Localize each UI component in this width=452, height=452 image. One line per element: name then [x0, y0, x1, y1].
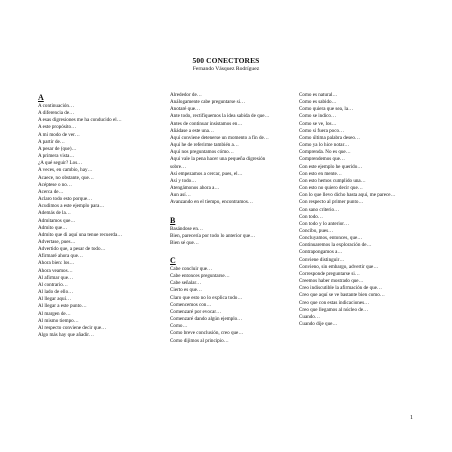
connector-item: Así y todo… [170, 177, 197, 184]
connector-item: Bien sé que… [170, 239, 199, 246]
connector-item: Acerca de… [38, 188, 64, 195]
column-3 [299, 92, 424, 328]
connector-item: Como quiera que sea, la… [299, 106, 354, 113]
connector-item: Advertase, pues… [38, 238, 76, 245]
connector-item: Comenzaré dando algún ejemplo… [170, 316, 243, 323]
connector-item: A veces, en cambio, hay… [38, 167, 93, 174]
connector-item: Anotaré que… [170, 106, 201, 113]
connector-item: A mi modo de ver… [38, 131, 80, 138]
connector-item: A este propósito… [38, 124, 77, 131]
connector-item: Aquí vale la pena hacer una pequeña digresión [170, 156, 266, 163]
connector-list-c-continued [299, 92, 424, 328]
connector-item: Como ya lo hice notar… [299, 142, 350, 149]
connector-item: Convieno, sin embargo, advertir que… [299, 263, 379, 270]
connector-item: Alrededor de… [170, 92, 202, 98]
connector-item: Contrapongamos a… [299, 249, 343, 256]
connector-item: Comenzaré por evocar… [170, 308, 222, 315]
connector-item: Ante todo, rectifiquemos la idea sabida de que… [170, 113, 270, 120]
connector-item: Advertido que, a pesar de todo… [38, 246, 106, 253]
connector-item: Aun así… [170, 192, 191, 199]
connector-item: Creo que aquí se ve bastante bien como… [299, 292, 385, 299]
connector-item: Cabe concluir que… [170, 265, 213, 272]
connector-item: Además de la… [38, 210, 71, 217]
connector-item: Al llegar a este punto… [38, 303, 87, 310]
connector-item: Admito que… [38, 224, 68, 231]
connector-item: Corresponde preguntarse si… [299, 270, 360, 277]
connector-item: Como dijimos al principio… [170, 337, 229, 344]
connector-item: Con sano criterio… [299, 206, 340, 213]
connector-item: Admito que di aquí una tenue recuerda… [38, 231, 123, 238]
connector-item: Concibo, pues… [299, 227, 334, 234]
connector-item: Aquí he de referirme también a… [170, 142, 239, 149]
connector-item: Así empezamos a cercar, pues, el… [170, 170, 243, 177]
connector-item: Concluyamos, entonces, que… [299, 235, 363, 242]
connector-item: Admitamos que… [38, 217, 76, 224]
connector-item: Como es natural… [299, 92, 338, 98]
connector-list-a [38, 103, 158, 339]
connector-item: Análogamente cabe preguntarse si… [170, 99, 246, 106]
connector-item: Al lado de ello… [38, 289, 74, 296]
connector-item: Como… [170, 323, 188, 330]
connector-item: Con todo y lo anterior… [299, 220, 350, 227]
connector-item: Al respecto conviene decir que… [38, 324, 107, 331]
connector-list-b [170, 226, 290, 247]
column-1 [38, 93, 158, 339]
connector-item: Algo más hay que añadir… [38, 332, 95, 338]
connector-item: Como se ve, los… [299, 120, 337, 127]
connector-item: Como si fuera poco… [299, 127, 345, 134]
connector-item: Comprenda. No es que… [299, 149, 351, 156]
connector-item: Con respecto al primer punto… [299, 199, 364, 206]
section-letter-a: A [38, 93, 44, 102]
page-number: 1 [410, 415, 413, 421]
connector-item: Bien, parecería por todo lo anterior que… [170, 232, 256, 239]
connector-item: Al afirmar que… [38, 274, 74, 281]
connector-item: A partir de… [38, 138, 65, 145]
connector-item: Avanzando en el tiempo, encontramos… [170, 199, 253, 206]
connector-item: Continuaremos la exploración de… [299, 242, 372, 249]
connector-item: Comprendemos que… [299, 156, 345, 163]
connector-item: Acéptese o no… [38, 181, 72, 188]
connector-item: Basándose en… [170, 225, 203, 232]
connector-item: Con todo… [299, 213, 323, 220]
connector-item: Al contrario… [38, 281, 68, 288]
column-2 [170, 92, 290, 345]
connector-item: Como breve conclusión, creo que… [170, 330, 244, 337]
connector-list-a-continued [170, 92, 290, 207]
connector-item: Antes de continuar insistamos en… [170, 120, 243, 127]
connector-item: A primera vista… [38, 153, 75, 160]
connector-item: Con esto no quiero decir que… [299, 185, 363, 192]
connector-item: A esas digresiones me ha conducido el… [38, 117, 122, 124]
connector-item: Afirmaré ahora que… [38, 253, 83, 260]
connector-item: A pesar de (que)… [38, 145, 77, 152]
connector-item: Creemos haber mostrado que… [299, 278, 364, 285]
connector-item: Como es sabido… [299, 99, 337, 106]
connector-list-c [170, 266, 290, 345]
connector-item: A continuación… [38, 103, 75, 109]
connector-item: Al margen de… [38, 310, 71, 317]
section-letter-c: C [170, 255, 176, 265]
connector-item: Creo indiscutible la afirmación de que… [299, 285, 383, 292]
connector-item: Ahora bien: los… [38, 260, 75, 267]
connector-item: Con este ejemplo he querido… [299, 163, 363, 170]
connector-item: Cabe entonces preguntarse… [170, 273, 230, 280]
connector-item: Con lo que llevo dicho hasta aquí, me parece… [299, 192, 396, 199]
connector-item: Creo que llegamos al núcleo de… [299, 306, 369, 313]
connector-item: Cierto es que… [170, 287, 202, 294]
connector-item: Claro que esto no lo explica todo… [170, 294, 243, 301]
connector-item: Aclaro todo esto porque… [38, 196, 93, 203]
connector-item: Como última palabra deseo… [299, 134, 360, 141]
connector-item: Como se indico… [299, 113, 337, 120]
connector-item: Cuando… [299, 313, 320, 320]
connector-item: sobre… [170, 163, 187, 170]
connector-item: Creo que con estas indicaciones… [299, 299, 370, 306]
connector-item: Con esto hemos cumplido una… [299, 177, 366, 184]
connector-item: Cabe señalar… [170, 280, 202, 287]
connector-item: Acaece, no obstante, que… [38, 174, 94, 181]
connector-item: Aquí nos preguntamos cómo… [170, 149, 234, 156]
connector-item: Con esto en mente… [299, 170, 342, 177]
connector-item: Al llegar aquí… [38, 296, 72, 303]
connector-item: Conviene distinguir… [299, 256, 345, 263]
connector-item: Comencemos con… [170, 301, 212, 308]
connector-item: Acudimos a este ejemplo para… [38, 203, 105, 210]
connector-item: Ahora veamos… [38, 267, 73, 274]
connector-item: Cuando dije que… [299, 321, 338, 327]
connector-item: Al mismo tiempo… [38, 317, 79, 324]
document-title: 500 CONECTORES [192, 56, 260, 65]
section-letter-b: B [170, 215, 176, 225]
document-author: Fernando Vásquez Rodríguez [192, 66, 260, 72]
connector-item: Aquí conviene detenerse un momento a fin de… [170, 134, 269, 141]
connector-item: Atengámonos ahora a… [170, 185, 220, 192]
connector-item: A diferencia de… [38, 110, 75, 117]
connector-item: ¿A qué seguir? Los… [38, 160, 83, 167]
connector-item: Añádase a este una… [170, 127, 214, 134]
